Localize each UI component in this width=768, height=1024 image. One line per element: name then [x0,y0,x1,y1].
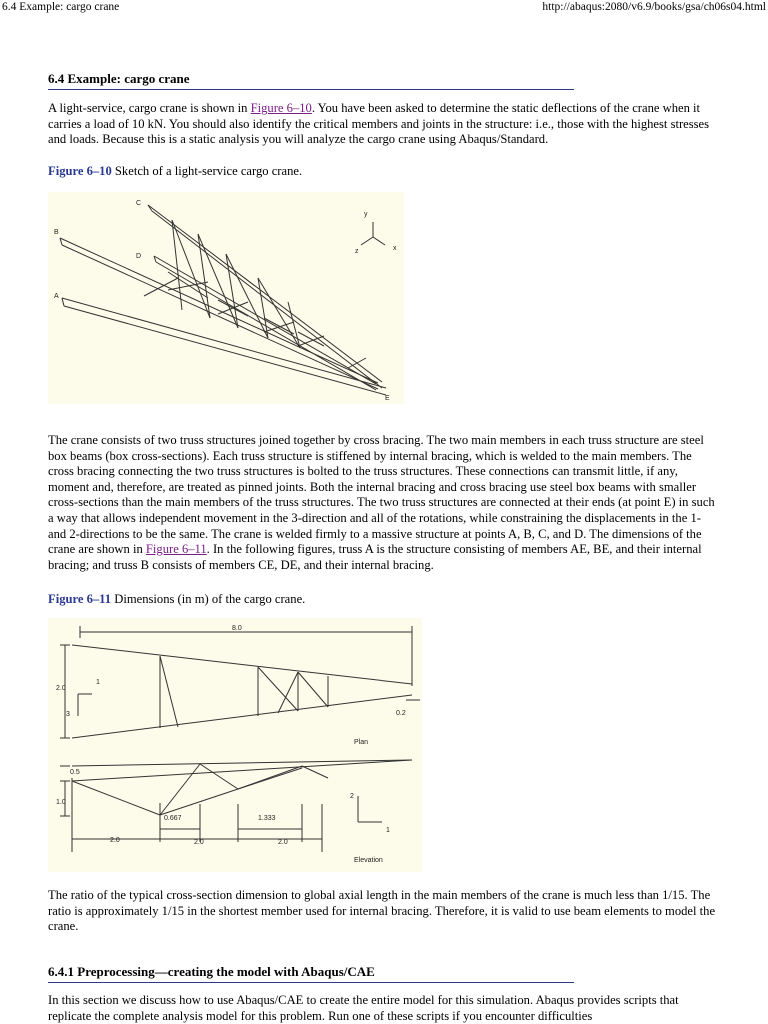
crane-description-paragraph: The crane consists of two truss structures joined together by cross bracing. The two main members in each truss structure are steel box beams (box cross-sections). Each truss structure is stiffened by internal bracing, which is welded to the main members. The cross bracing connecting the two truss structures is bolted to the truss structures. These connections can transmit little, if any, moment and, therefore, are treated as pinned joints. Both the internal bracing and cross bracing use steel box beams with smaller cross-sections than the main members of the truss structures. The two truss structures are connected at their ends (at point E) in such a way that allows independent movement in the 3-direction and all of the rotations, while constraining the displacements in the 1- and 2-directions to be the same. The crane is welded firmly to a massive structure at points A, B, C, and D. The dimensions of the crane are shown in Figure 6–11. In the following figures, truss A is the structure consisting of members AE, BE, and their internal bracing; and truss B consists of members CE, DE, and their internal bracing. [48,433,715,572]
figure-6-11-dimensions [48,618,422,872]
figure-number: Figure 6–11 [48,592,112,606]
point-a-label: A [54,293,59,300]
tip-width-label: 0.2 [396,710,406,717]
span-1-label: 2.0 [110,837,120,844]
axis-3-label: 3 [66,711,70,718]
section-title: 6.4 Example: cargo crane [48,71,574,90]
point-e-label: E [385,395,390,402]
height-1-0-label: 1.0 [56,799,66,806]
figure-6-10-link[interactable]: Figure 6–10 [250,101,312,115]
subsection-title: 6.4.1 Preprocessing—creating the model with Abaqus/CAE [48,964,574,983]
page-header-title: 6.4 Example: cargo crane [2,1,120,13]
figure-6-11-caption: Figure 6–11 Dimensions (in m) of the cargo crane. [48,592,306,606]
span-3-label: 2.0 [278,839,288,846]
point-c-label: C [136,200,142,207]
figure-number: Figure 6–10 [48,164,112,178]
page-header-url: http://abaqus:2080/v6.9/books/gsa/ch06s04.html [542,1,766,13]
axis-y-label: y [364,211,368,218]
dim-0-667-label: 0.667 [164,815,182,822]
axis-1b-label: 1 [386,827,390,834]
axis-z-label: z [355,248,359,255]
axis-x-label: x [393,245,397,252]
preprocessing-paragraph: In this section we discuss how to use Abaqus/CAE to create the entire model for this simulation. Abaqus provides scripts that replicate the complete analysis model for this problem. Run one of these scripts if you encounter difficulties [48,993,679,1023]
elevation-view-label: Elevation [354,857,383,864]
point-d-label: D [136,253,142,260]
dim-1-333-label: 1.333 [258,815,276,822]
intro-paragraph: A light-service, cargo crane is shown in Figure 6–10. You have been asked to determine the static deflections of the crane when it carries a load of 10 kN. You should also identify the critical members and joints in the structure: i.e., those with the highest stresses and loads. Because this is a static analysis you will analyze the cargo crane using Abaqus/Standard. [48,101,710,147]
figure-6-10-caption: Figure 6–10 Sketch of a light-service cargo crane. [48,164,303,178]
span-2-label: 2.0 [194,839,204,846]
figure-6-10-sketch [48,192,404,404]
ratio-paragraph: The ratio of the typical cross-section dimension to global axial length in the main members of the crane is much less than 1/15. The ratio is approximately 1/15 in the shortest member used for internal bracing. Therefore, it is valid to use beam elements to model the crane. [48,888,716,934]
crane-width-label: 2.0 [56,685,66,692]
crane-length-label: 8.0 [232,625,242,632]
plan-view-label: Plan [354,739,369,746]
axis-2-label: 2 [350,793,354,800]
height-0-5-label: 0.5 [70,769,80,776]
axis-1-label: 1 [96,679,100,686]
figure-6-11-link[interactable]: Figure 6–11 [145,542,207,557]
point-b-label: B [54,229,59,236]
